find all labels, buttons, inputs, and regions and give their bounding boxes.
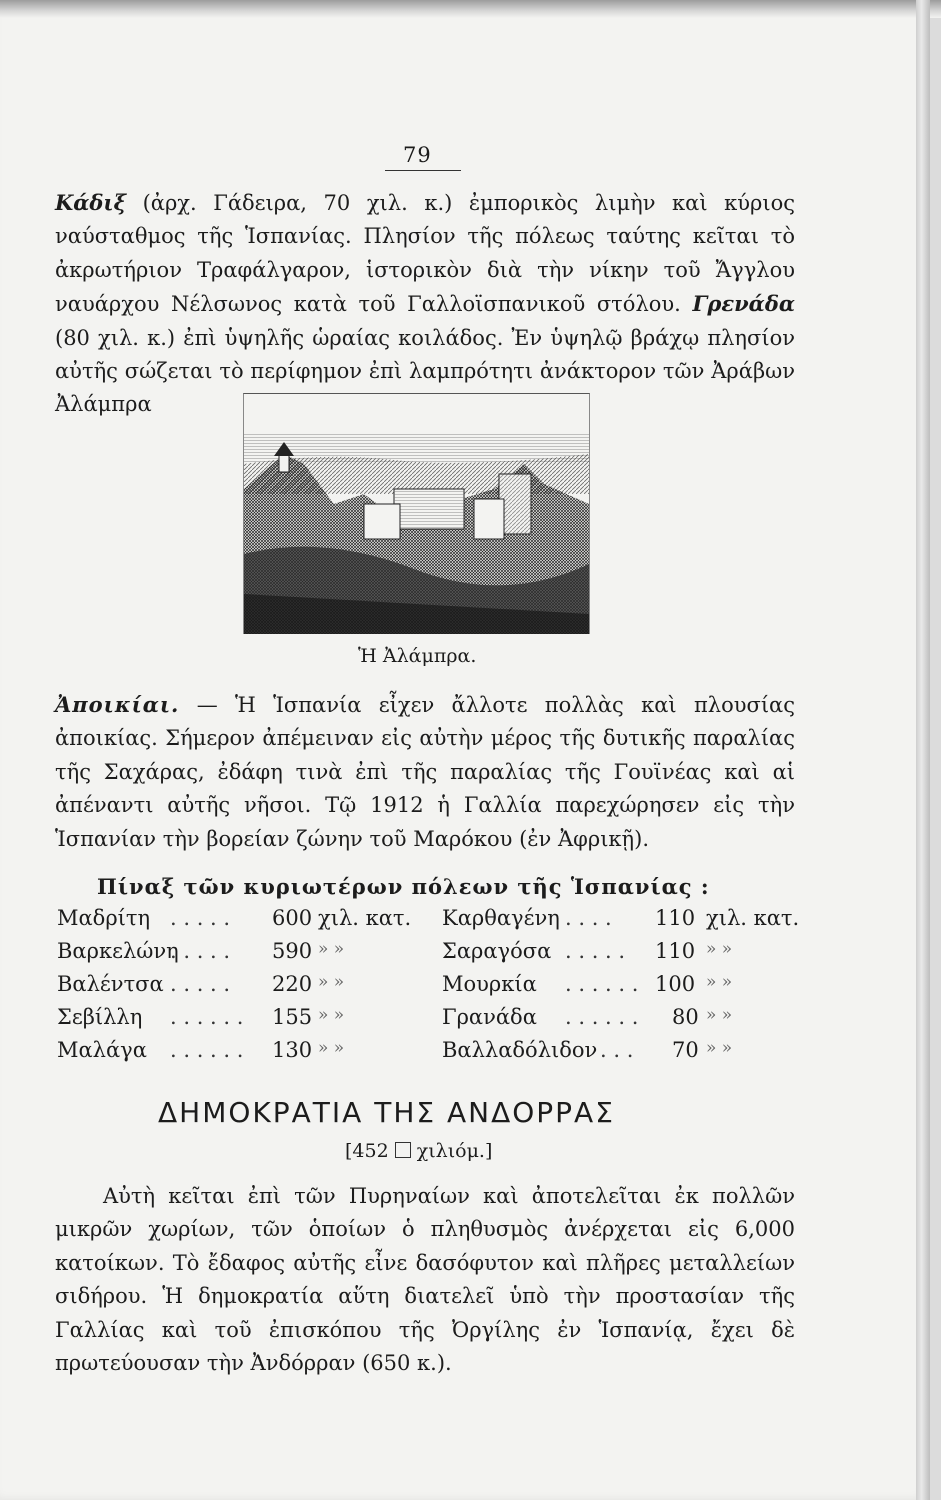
population-value: 590: [272, 939, 313, 963]
ditto-marks: » »: [706, 1005, 733, 1025]
ditto-marks: » »: [318, 1005, 345, 1025]
cadiz-text: (ἀρχ. Γάδειρα, 70 χιλ. κ.) ἐμπορικὸς λιμὴν καὶ κύριος ναύσταθμος τῆς Ἱσπανίας. Πλησίον τῆς πόλεως ταύτης κεῖται τὸ ἀκρωτήριον Τραφάλγαρον, ἱστορικὸν διὰ τὴν νίκην τοῦ Ἄγγλου ναυάρχου Νέλσωνος κατὰ τοῦ Γαλλοϊσπανικοῦ στόλου.: [55, 191, 795, 317]
population-value: 110: [655, 939, 696, 963]
population-value: 600: [272, 906, 313, 930]
city-name: Βαλέντσα: [57, 972, 164, 996]
andorra-text: Αὐτὴ κεῖται ἐπὶ τῶν Πυρηναίων καὶ ἀποτελεῖται ἐκ πολλῶν μικρῶν χωρίων, τῶν ὁποίων ὁ πληθυσμὸς ἀνέρχεται εἰς 6,000 κατοίκων. Τὸ ἔδαφος αὐτῆς εἶνε δασόφυτον καὶ πλῆρες μεταλλείων σιδήρου. Ἡ δημοκρατία αὕτη διατελεῖ ὑπὸ τὴν προστασίαν τῆς Γαλλίας καὶ τοῦ ἐπισκόπου τῆς Ὀργίλης ἐν Ἱσπανίᾳ, ἔχει δὲ πρωτεύουσαν τὴν Ἀνδόρραν (650 κ.).: [55, 1184, 795, 1376]
alhambra-engraving: [244, 394, 589, 634]
page-edge: [916, 0, 930, 1500]
leader-dots: . . . . . .: [565, 972, 639, 996]
ditto-marks: » »: [318, 1038, 345, 1058]
colonies-heading: Ἀποικίαι.: [55, 692, 180, 717]
leader-dots: . . . . .: [565, 939, 626, 963]
leader-dots: . . . . . .: [565, 1005, 639, 1029]
population-value: 110: [655, 906, 696, 930]
ditto-marks: » »: [318, 939, 345, 959]
population-unit: χιλ. κατ.: [318, 906, 412, 930]
leader-dots: . . . .: [565, 906, 612, 930]
area-unit: χιλιόμ.]: [416, 1140, 493, 1162]
page-number: 79: [403, 143, 432, 167]
andorra-heading: ΔΗΜΟΚΡΑΤΙΑ ΤΗΣ ΑΝΔΟΡΡΑΣ: [158, 1096, 615, 1129]
leader-dots: . . . . . .: [170, 1038, 244, 1062]
population-value: 220: [272, 972, 313, 996]
city-name: Μαλάγα: [57, 1038, 147, 1062]
population-value: 100: [655, 972, 696, 996]
population-value: 155: [272, 1005, 313, 1029]
leader-dots: . . . . .: [170, 972, 231, 996]
city-name: Μαδρίτη: [57, 906, 151, 930]
term-cadiz: Κάδιξ: [55, 190, 127, 215]
page-top-fold: [0, 0, 941, 18]
colonies-text: — Ἡ Ἱσπανία εἶχεν ἄλλοτε πολλὰς καὶ πλουσίας ἀποικίας. Σήμερον ἀπέμειναν εἰς αὐτὴν μέρος τῆς δυτικῆς παραλίας τῆς Σαχάρας, ἐδάφη τινὰ ἐπὶ τῆς παραλίας τῆς Γουϊνέας καὶ αἱ ἀπέναντι αὐτῆς νῆσοι. Τῷ 1912 ἡ Γαλλία παρεχώρησεν εἰς τὴν Ἱσπανίαν τὴν βορείαν ζώνην τοῦ Μαρόκου (ἐν Ἀφρικῇ).: [55, 693, 795, 851]
population-value: 130: [272, 1038, 313, 1062]
figure-caption: Ἡ Ἀλάμπρα.: [358, 645, 477, 667]
leader-dots: . . . . .: [170, 939, 231, 963]
cities-paragraph: [55, 186, 795, 422]
city-name: Σεβίλλη: [57, 1005, 143, 1029]
ditto-marks: » »: [706, 972, 733, 992]
city-name: Βαλλαδόλιδον: [442, 1038, 598, 1062]
square-symbol-icon: [395, 1142, 411, 1158]
leader-dots: . . .: [600, 1038, 634, 1062]
city-name: Βαρκελώνη: [57, 939, 179, 963]
city-name: Σαραγόσα: [442, 939, 552, 963]
city-name: Μουρκία: [442, 972, 537, 996]
city-name: Καρθαγένη: [442, 906, 560, 930]
alhambra-illustration: [243, 393, 590, 634]
term-granada: Γρενάδα: [692, 291, 795, 317]
population-unit: χιλ. κατ.: [706, 906, 800, 930]
leader-dots: . . . . . .: [170, 1005, 244, 1029]
leader-dots: . . . . .: [170, 906, 231, 930]
andorra-paragraph: [55, 1180, 795, 1380]
ditto-marks: » »: [706, 939, 733, 959]
page-number-rule: [385, 170, 461, 171]
andorra-area: [345, 1140, 492, 1162]
population-value: 80: [672, 1005, 699, 1029]
population-value: 70: [672, 1038, 699, 1062]
granada-text: (80 χιλ. κ.) ἐπὶ ὑψηλῆς ὡραίας κοιλάδος. Ἐν ὑψηλῷ βράχῳ πλησίον αὐτῆς σώζεται τὸ περίφημον ἐπὶ λαμπρότητι ἀνάκτορον τῶν Ἀράβων Ἀλάμπρα: [55, 325, 795, 417]
cities-table-title: Πίναξ τῶν κυριωτέρων πόλεων τῆς Ἱσπανίας :: [97, 874, 710, 899]
ditto-marks: » »: [706, 1038, 733, 1058]
area-value: [452: [345, 1140, 389, 1162]
colonies-paragraph: [55, 688, 795, 856]
city-name: Γρανάδα: [442, 1005, 537, 1029]
ditto-marks: » »: [318, 972, 345, 992]
